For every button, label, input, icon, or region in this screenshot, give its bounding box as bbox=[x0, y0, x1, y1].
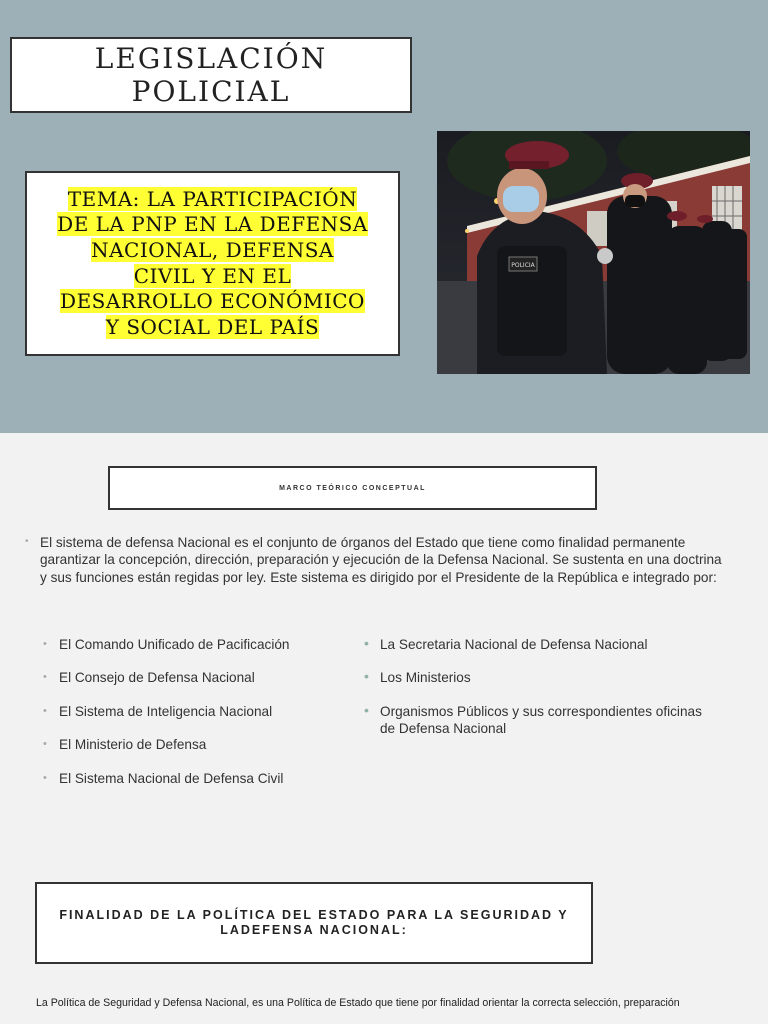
list-item: • El Comando Unificado de Pacificación bbox=[41, 636, 341, 653]
section-header-marco-teorico bbox=[108, 466, 597, 510]
title-line-1: LEGISLACIÓN bbox=[94, 42, 328, 75]
left-list bbox=[41, 636, 341, 803]
topic-line-5: DESARROLLO ECONÓMICO bbox=[60, 289, 365, 314]
finalidad-header-box bbox=[35, 882, 593, 964]
topic-line-4: CIVIL Y EN EL bbox=[133, 263, 292, 288]
list-item: • La Secretaria Nacional de Defensa Nacional bbox=[362, 636, 702, 653]
section-header-text: MARCO TEÓRICO CONCEPTUAL bbox=[279, 484, 426, 492]
topic-line-2: DE LA PNP EN LA DEFENSA bbox=[57, 212, 368, 237]
topic-box bbox=[25, 171, 400, 356]
topic-line-3: NACIONAL, DEFENSA bbox=[91, 237, 334, 262]
finalidad-paragraph: La Política de Seguridad y Defensa Nacional, es una Política de Estado que tiene por finalidad orientar la correcta selección, preparación bbox=[36, 997, 680, 1009]
title-box bbox=[10, 37, 412, 113]
police-photo-illustration bbox=[437, 131, 750, 374]
intro-bullet-icon: • bbox=[25, 536, 29, 547]
list-item: • El Ministerio de Defensa bbox=[41, 736, 341, 753]
list-item: • El Sistema Nacional de Defensa Civil bbox=[41, 770, 341, 787]
intro-paragraph: El sistema de defensa Nacional es el conjunto de órganos del Estado que tiene como finalidad permanente garantizar la concepción, dirección, preparación y ejecución de la Defensa Nacional. Se sustenta en una doctrina y sus funciones están regidas por ley. Este sistema es dirigido por el Presidente de la República e integrado por: bbox=[40, 535, 722, 585]
vest-label: POLICIA bbox=[511, 262, 535, 269]
finalidad-header-text: FINALIDAD DE LA POLÍTICA DEL ESTADO PARA LA SEGURIDAD Y LADEFENSA NACIONAL: bbox=[59, 908, 569, 937]
list-item: • Los Ministerios bbox=[362, 669, 702, 686]
police-photo bbox=[437, 131, 750, 374]
list-item: • El Consejo de Defensa Nacional bbox=[41, 669, 341, 686]
topic-line-6: Y SOCIAL DEL PAÍS bbox=[105, 314, 320, 339]
topic-text bbox=[57, 187, 368, 341]
title-line-2: POLICIAL bbox=[131, 75, 291, 108]
right-list bbox=[362, 636, 702, 754]
topic-line-1: TEMA: LA PARTICIPACIÓN bbox=[67, 186, 358, 211]
list-item: • El Sistema de Inteligencia Nacional bbox=[41, 703, 341, 720]
slide-title bbox=[0, 0, 768, 433]
list-item: • Organismos Públicos y sus correspondientes oficinas de Defensa Nacional bbox=[362, 703, 702, 738]
